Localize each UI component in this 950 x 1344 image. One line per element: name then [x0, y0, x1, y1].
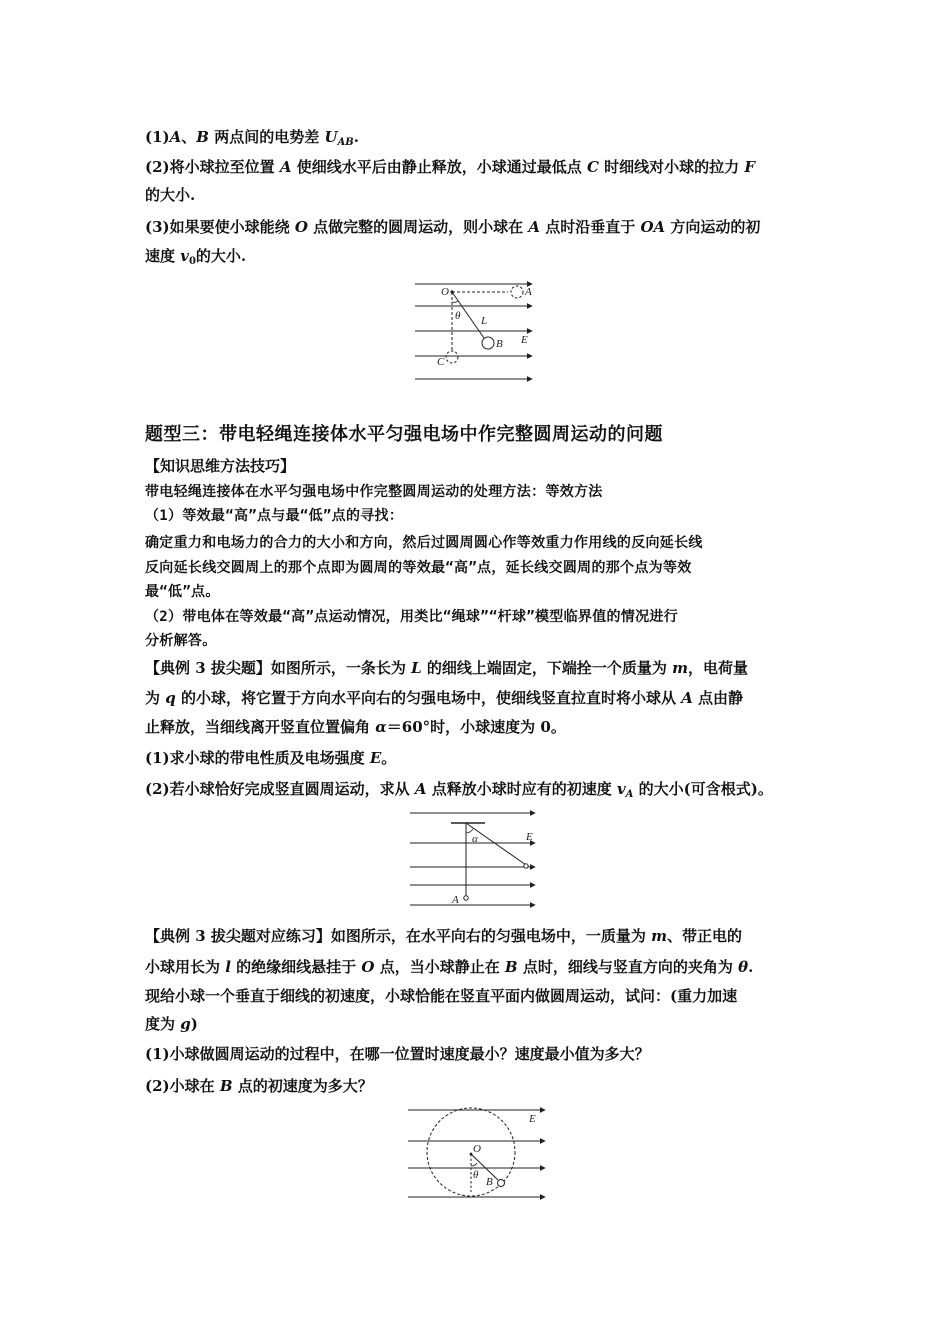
- label-o: O: [441, 286, 449, 298]
- question-1: (1)A、B 两点间的电势差 $U_{AB}$.: [145, 128, 359, 148]
- practice-3-line-2: 小球用长为 l 的绝缘细线悬挂于 O 点，当小球静止在 B 点时，细线与竖直方向的夹角为 θ.: [145, 958, 754, 976]
- practice-3-question-1: (1)小球做圆周运动的过程中，在哪一位置时速度最小？速度最小值为多大？: [145, 1045, 650, 1063]
- label-l: L: [481, 315, 488, 327]
- label-e: E: [529, 1113, 536, 1125]
- pivot-point: [450, 290, 453, 293]
- practice-3-line-3: 现给小球一个垂直于细线的初速度，小球恰能在竖直平面内做圆周运动，试问：(重力加速: [145, 987, 738, 1005]
- example-3-line-1: 【典例 3 拔尖题】如图所示，一条长为 L 的细线上端固定，下端拴一个质量为 m，电荷量: [145, 659, 748, 677]
- label-b: B: [496, 338, 503, 350]
- practice-3-question-2: (2)小球在 B 点的初速度为多大？: [145, 1077, 373, 1095]
- label-a: A: [525, 286, 532, 298]
- ball-b: [482, 337, 494, 349]
- practice-3-line-4: 度为 g): [145, 1015, 198, 1033]
- ball-a-dashed: [511, 286, 523, 298]
- label-theta: θ: [473, 1169, 479, 1181]
- center-point: [470, 1153, 473, 1156]
- theta-arc: [471, 1163, 477, 1166]
- ball-deflected: [524, 864, 528, 868]
- label-a: A: [452, 894, 459, 906]
- question-3-line-1: (3)如果要使小球能绕 O 点做完整的圆周运动，则小球在 A 点时沿垂直于 OA 方向运动的初: [145, 218, 761, 236]
- figure-1-pendulum-diagram: [410, 276, 545, 386]
- label-b: B: [486, 1176, 493, 1188]
- question-3-line-2: 速度 $v_0$的大小.: [145, 247, 247, 267]
- question-2-line-2: 的大小.: [145, 186, 196, 204]
- theta-arc: [452, 301, 458, 302]
- figure-2-pendulum-diagram: [405, 806, 545, 910]
- ball-b: [498, 1180, 505, 1187]
- label-e: E: [521, 334, 528, 346]
- tips-line-5: 最“低”点。: [145, 584, 220, 600]
- tips-line-6: （2）带电体在等效最“高”点运动情况，用类比“绳球”“杆球”模型临界值的情况进行: [145, 609, 678, 625]
- tips-line-7: 分析解答。: [145, 633, 217, 649]
- figure-3-circle-diagram: [403, 1102, 553, 1204]
- section-title: 题型三：带电轻绳连接体水平匀强电场中作完整圆周运动的问题: [145, 424, 663, 445]
- label-e: E: [526, 831, 533, 843]
- label-o: O: [473, 1143, 481, 1155]
- tips-header: 【知识思维方法技巧】: [145, 457, 296, 475]
- example-3-line-2: 为 q 的小球，将它置于方向水平向右的匀强电场中，使细线竖直拉直时将小球从 A 点由静: [145, 689, 744, 707]
- tips-line-4: 反向延长线交圆周上的那个点即为圆周的等效最“高”点，延长线交圆周的那个点为等效: [145, 560, 692, 576]
- label-c: C: [437, 356, 445, 368]
- label-alpha: α: [472, 833, 478, 845]
- example-3-question-1: (1)求小球的带电性质及电场强度 E。: [145, 749, 397, 767]
- example-3-line-3: 止释放，当细线离开竖直位置偏角 α＝60°时，小球速度为 0。: [145, 718, 566, 736]
- question-2-line-1: (2)将小球拉至位置 A 使细线水平后由静止释放，小球通过最低点 C 时细线对小球的拉力 F: [145, 158, 756, 176]
- ball-c-dashed: [446, 351, 458, 363]
- label-theta: θ: [455, 310, 461, 322]
- example-3-question-2: (2)若小球恰好完成竖直圆周运动，求从 A 点释放小球时应有的初速度 $v_A$ 的大小(可含根式)。: [145, 780, 773, 800]
- tips-line-1: 带电轻绳连接体在水平匀强电场中作完整圆周运动的处理方法：等效方法: [145, 484, 603, 500]
- ball-a: [464, 896, 468, 900]
- tips-line-3: 确定重力和电场力的合力的大小和方向，然后过圆周圆心作等效重力作用线的反向延长线: [145, 535, 703, 551]
- tips-line-2: （1）等效最“高”点与最“低”点的寻找：: [145, 508, 404, 524]
- practice-3-line-1: 【典例 3 拔尖题对应练习】如图所示，在水平向右的匀强电场中，一质量为 m、带正电的: [145, 927, 742, 945]
